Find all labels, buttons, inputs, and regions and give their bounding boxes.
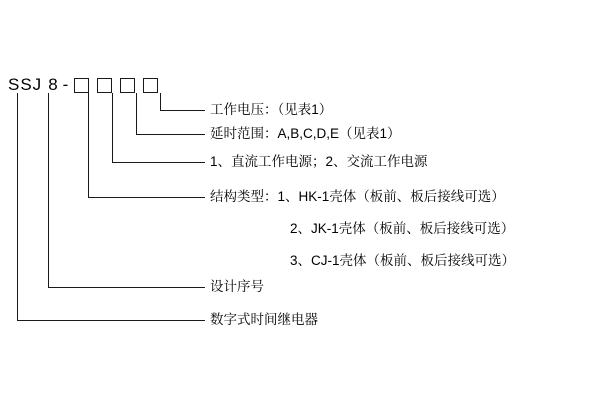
annotation-structure-type-3: 3、CJ-1壳体（板前、板后接线可选） <box>290 253 516 268</box>
annotation-structure-type-1: 结构类型：1、HK-1壳体（板前、板后接线可选） <box>210 189 505 204</box>
annotation-power-supply: 1、直流工作电源；2、交流工作电源 <box>210 154 428 169</box>
annotation-design-serial: 设计序号 <box>210 279 264 294</box>
model-code-series: 8 <box>48 75 59 94</box>
model-code-dash: - <box>62 75 69 94</box>
annotation-structure-type-2: 2、JK-1壳体（板前、板后接线可选） <box>290 221 515 236</box>
annotation-product-name: 数字式时间继电器 <box>210 312 318 327</box>
model-code-prefix: SSJ <box>8 75 43 94</box>
annotation-delay-range: 延时范围：A,B,C,D,E（见表1） <box>210 126 401 141</box>
annotation-working-voltage: 工作电压：（见表1） <box>210 102 333 117</box>
